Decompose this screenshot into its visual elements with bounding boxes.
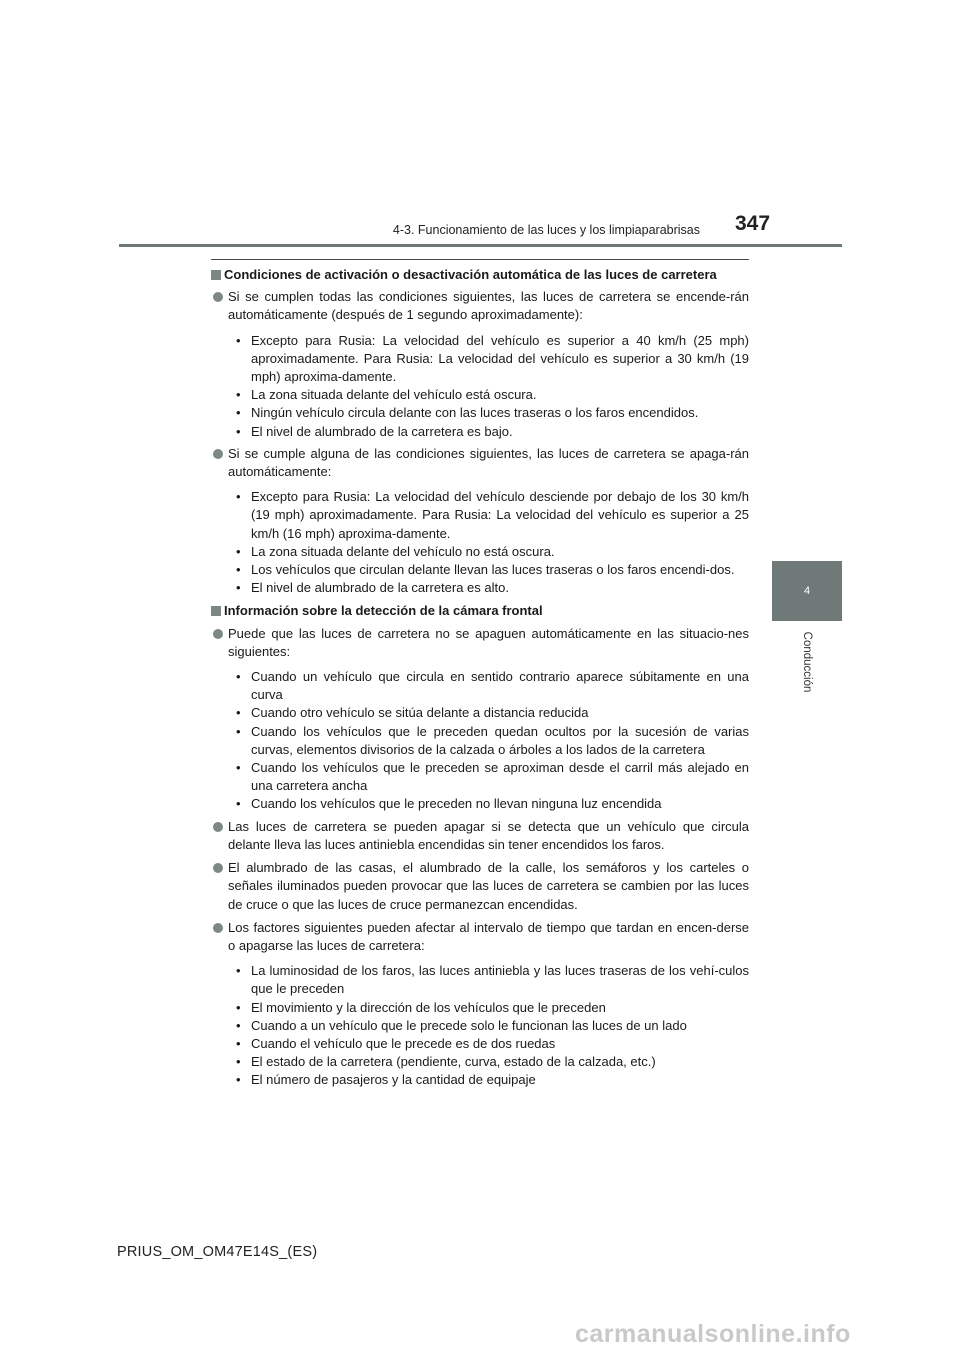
list-item [228,668,749,704]
list-item [228,704,749,722]
chapter-tab [772,561,842,621]
bullet-text: Las luces de carretera se pueden apagar si se detecta que un vehículo que circula delante lleva las luces antiniebla encendidas sin tener encendidos los faros. [228,818,749,852]
list-item [228,332,749,387]
list-item-text: Cuando los vehículos que le preceden quedan ocultos por la sucesión de varias curvas, elementos divisorios de la calzada o árboles a los lados de la carretera [251,723,749,757]
section-title-text: Condiciones de activación o desactivación automática de las luces de carretera [224,267,717,282]
square-bullet-icon [211,606,221,616]
circle-bullet-icon [213,863,223,873]
square-bullet-icon [211,270,221,280]
dot-marker-icon: • [236,999,241,1015]
section-title [211,602,749,620]
list-item-text: Cuando un vehículo que circula en sentido contrario aparece súbitamente en una curva [251,669,749,703]
dot-marker-icon: • [236,489,241,505]
dot-marker-icon: • [236,562,241,578]
circle-bullet-icon [213,822,223,832]
bullet-text: El alumbrado de las casas, el alumbrado de la calle, los semáforos y los carteles o señales iluminados pueden provocar que las luces de carretera se cambien por las luces de cruce o que las luces de cruce permanezcan encendidas. [228,860,749,912]
bullet-paragraph [211,625,749,661]
list-item-text: Cuando a un vehículo que le precede solo le funcionan las luces de un lado [251,1017,687,1033]
circle-bullet-icon [213,449,223,459]
dot-marker-icon: • [236,796,241,812]
bullet-paragraph [211,445,749,481]
list-item [228,543,749,561]
bullet-paragraph [211,818,749,854]
page-content [211,259,749,1094]
list-item [228,579,749,597]
list-item [228,561,749,579]
header-section-title: 4-3. Funcionamiento de las luces y los limpiaparabrisas [392,223,700,237]
sub-list [228,668,749,814]
list-item [228,723,749,759]
dot-marker-icon: • [236,760,241,776]
watermark: carmanualsonline.info [575,1320,851,1348]
bullet-paragraph [211,288,749,324]
chapter-number: 4 [803,585,811,597]
list-item-text: Cuando el vehículo que le precede es de dos ruedas [251,1035,556,1051]
footer-doc-code: PRIUS_OM_OM47E14S_(ES) [117,1244,318,1260]
list-item-text: Los vehículos que circulan delante llevan las luces traseras o los faros encendi-dos. [251,562,735,578]
dot-marker-icon: • [236,1017,241,1033]
bullet-paragraph [211,919,749,955]
list-item [228,488,749,543]
dot-marker-icon: • [236,669,241,685]
dot-marker-icon: • [236,963,241,979]
list-item-text: Ningún vehículo circula delante con las luces traseras o los faros encendidos. [251,405,699,421]
list-item-text: Cuando otro vehículo se sitúa delante a distancia reducida [251,705,589,721]
sub-list [228,332,749,441]
dot-marker-icon: • [236,1072,241,1088]
list-item-text: Excepto para Rusia: La velocidad del vehículo es superior a 40 km/h (25 mph) aproximadamente. Para Rusia: La velocidad del vehículo es superior a 30 km/h (19 mph) aproxima-damente. [251,332,749,385]
dot-marker-icon: • [236,1035,241,1051]
sub-list [228,962,749,1089]
list-item-text: El nivel de alumbrado de la carretera es bajo. [251,423,513,439]
dot-marker-icon: • [236,405,241,421]
list-item-text: El nivel de alumbrado de la carretera es alto. [251,580,509,596]
bullet-text: Puede que las luces de carretera no se apaguen automáticamente en las situacio-nes siguientes: [228,625,749,659]
dot-marker-icon: • [236,723,241,739]
list-item-text: La luminosidad de los faros, las luces antiniebla y las luces traseras de los vehí-culos que le preceden [251,963,749,997]
chapter-label: Conducción [801,631,813,693]
list-item [228,423,749,441]
section-title [211,266,749,284]
bullet-paragraph [211,859,749,914]
dot-marker-icon: • [236,705,241,721]
dot-marker-icon: • [236,423,241,439]
bullet-text: Si se cumplen todas las condiciones siguientes, las luces de carretera se encende-rán automáticamente (después de 1 segundo aproximadamente): [228,289,749,323]
list-item-text: La zona situada delante del vehículo no está oscura. [251,543,555,559]
sub-list [228,488,749,597]
bullet-text: Si se cumple alguna de las condiciones siguientes, las luces de carretera se apaga-rán automáticamente: [228,445,749,480]
content-top-rule [211,259,749,260]
list-item [228,1071,749,1089]
page-number: 347 [735,212,771,235]
circle-bullet-icon [213,923,223,933]
dot-marker-icon: • [236,332,241,348]
section-title-text: Información sobre la detección de la cámara frontal [224,603,543,619]
list-item-text: Cuando los vehículos que le preceden se aproximan desde el carril más alejado en una carretera ancha [251,760,749,794]
list-item [228,1053,749,1071]
list-item-text: El estado de la carretera (pendiente, curva, estado de la calzada, etc.) [251,1054,656,1070]
header-rule [119,244,842,247]
list-item-text: La zona situada delante del vehículo está oscura. [251,387,537,403]
list-item [228,999,749,1017]
list-item [228,404,749,422]
list-item-text: Cuando los vehículos que le preceden no llevan ninguna luz encendida [251,796,662,812]
list-item-text: El número de pasajeros y la cantidad de equipaje [251,1072,536,1088]
bullet-text: Los factores siguientes pueden afectar al intervalo de tiempo que tardan en encen-derse o apagarse las luces de carretera: [228,919,749,953]
circle-bullet-icon [213,629,223,639]
list-item [228,759,749,795]
list-item [228,962,749,998]
list-item [228,1017,749,1035]
dot-marker-icon: • [236,1054,241,1070]
dot-marker-icon: • [236,543,241,559]
list-item [228,386,749,404]
list-item-text: El movimiento y la dirección de los vehículos que le preceden [251,999,606,1015]
list-item [228,795,749,813]
dot-marker-icon: • [236,580,241,596]
list-item [228,1035,749,1053]
circle-bullet-icon [213,292,223,302]
list-item-text: Excepto para Rusia: La velocidad del vehículo desciende por debajo de los 30 km/h (19 mph) aproximadamente. Para Rusia: La velocidad del vehículo es superior a 25 km/h (16 mph) aproxima-damente. [251,489,749,541]
dot-marker-icon: • [236,387,241,403]
